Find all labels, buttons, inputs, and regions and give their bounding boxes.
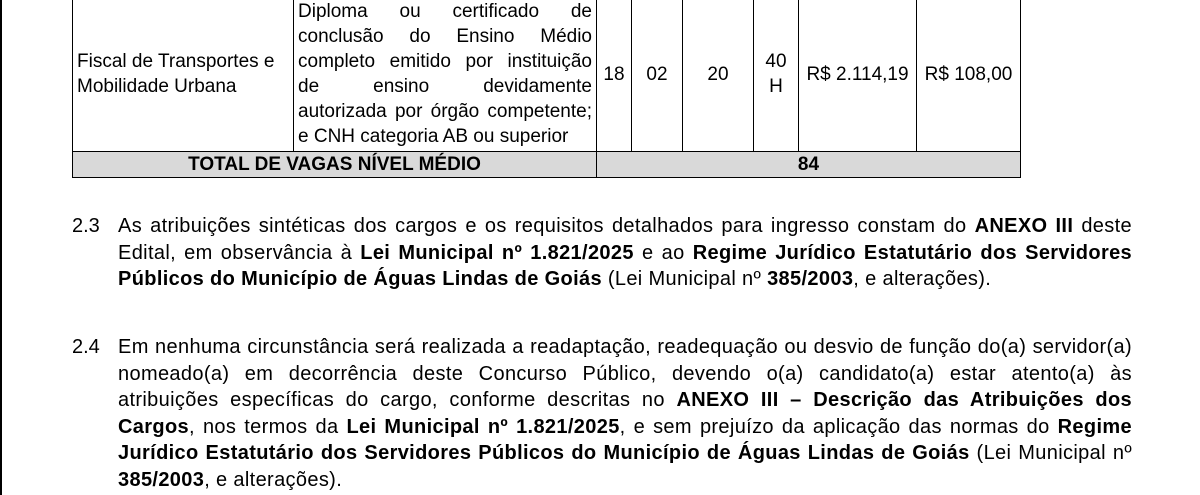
total-value: 84 [597,152,1021,178]
cell-vagas-ampla: 18 [597,0,632,152]
cell-vagas-pcd: 02 [632,0,683,152]
cell-requisitos [294,0,597,152]
text-run: Em nenhuma circunstância será realizada a readaptação, readequação ou desvio de função do(a) servidor(a) nomeado(a) em decorrência deste Concurso Público, devendo o(a) candidato(a) estar atento(a) às atribuições específicas do cargo, conforme descritas no [118,336,1132,411]
clause-number: 2.4 [72,336,100,358]
text-run: (Lei Municipal nº [601,268,768,290]
clause-2-4 [72,334,1132,493]
requisito-line: conclusão do Ensino Médio [298,26,592,47]
requisito-line: autorizada por órgão competente; [298,101,592,122]
text-run: , nos termos da [189,415,347,438]
bold-lei-385: 385/2003 [118,468,205,491]
requisito-line: Diploma ou certificado de [298,1,592,22]
text-run: , e alterações). [853,268,992,290]
bold-lei-385: 385/2003 [767,268,854,290]
bold-regime: Regime Jurídico Estatutário dos Servidores Públicos do Município de Águas Lindas de Goiás [118,415,1132,464]
total-label: TOTAL DE VAGAS NÍVEL MÉDIO [73,152,597,178]
cell-vencimento: R$ 2.114,19 [799,0,917,152]
requisito-line: de ensino devidamente [298,76,592,97]
text-run: (Lei Municipal nº [969,442,1132,464]
cell-taxa: R$ 108,00 [917,0,1021,152]
requisito-line: e CNH categoria AB ou superior [298,126,569,147]
clause-text [118,213,1132,293]
clause-number: 2.3 [72,215,100,237]
requisito-line: completo emitido por instituição [298,51,592,72]
cargo-line: Fiscal de Transportes e [77,51,275,72]
page-left-edge [0,0,2,495]
text-run: deste Edital, em observância à [118,215,1133,264]
bold-lei: Lei Municipal nº 1.821/2025 [360,241,634,264]
clause-text [118,334,1132,493]
text-run: , e sem prejuízo da aplicação das normas do [619,415,1058,438]
cell-carga-horaria: 40 H [754,0,799,152]
cell-vagas-total: 20 [683,0,754,152]
text-run: As atribuições sintéticas dos cargos e os requisitos detalhados para ingresso constam do [118,215,975,237]
table-row [73,0,1021,152]
bold-regime: Regime Jurídico Estatutário dos Servidores Públicos do Município de Águas Lindas de Goiás [118,241,1133,290]
total-row [73,152,1021,178]
vagas-table [72,0,1021,178]
bold-anexo: ANEXO III – Descrição das Atribuições dos Cargos [118,389,1132,438]
text-run: , e alterações). [204,468,343,491]
cell-cargo [73,0,294,152]
clause-2-3 [72,213,1132,293]
bold-anexo: ANEXO III [974,215,1074,237]
cargo-line: Mobilidade Urbana [77,76,237,97]
bold-lei: Lei Municipal nº 1.821/2025 [346,415,620,438]
text-run: e ao [633,241,693,264]
